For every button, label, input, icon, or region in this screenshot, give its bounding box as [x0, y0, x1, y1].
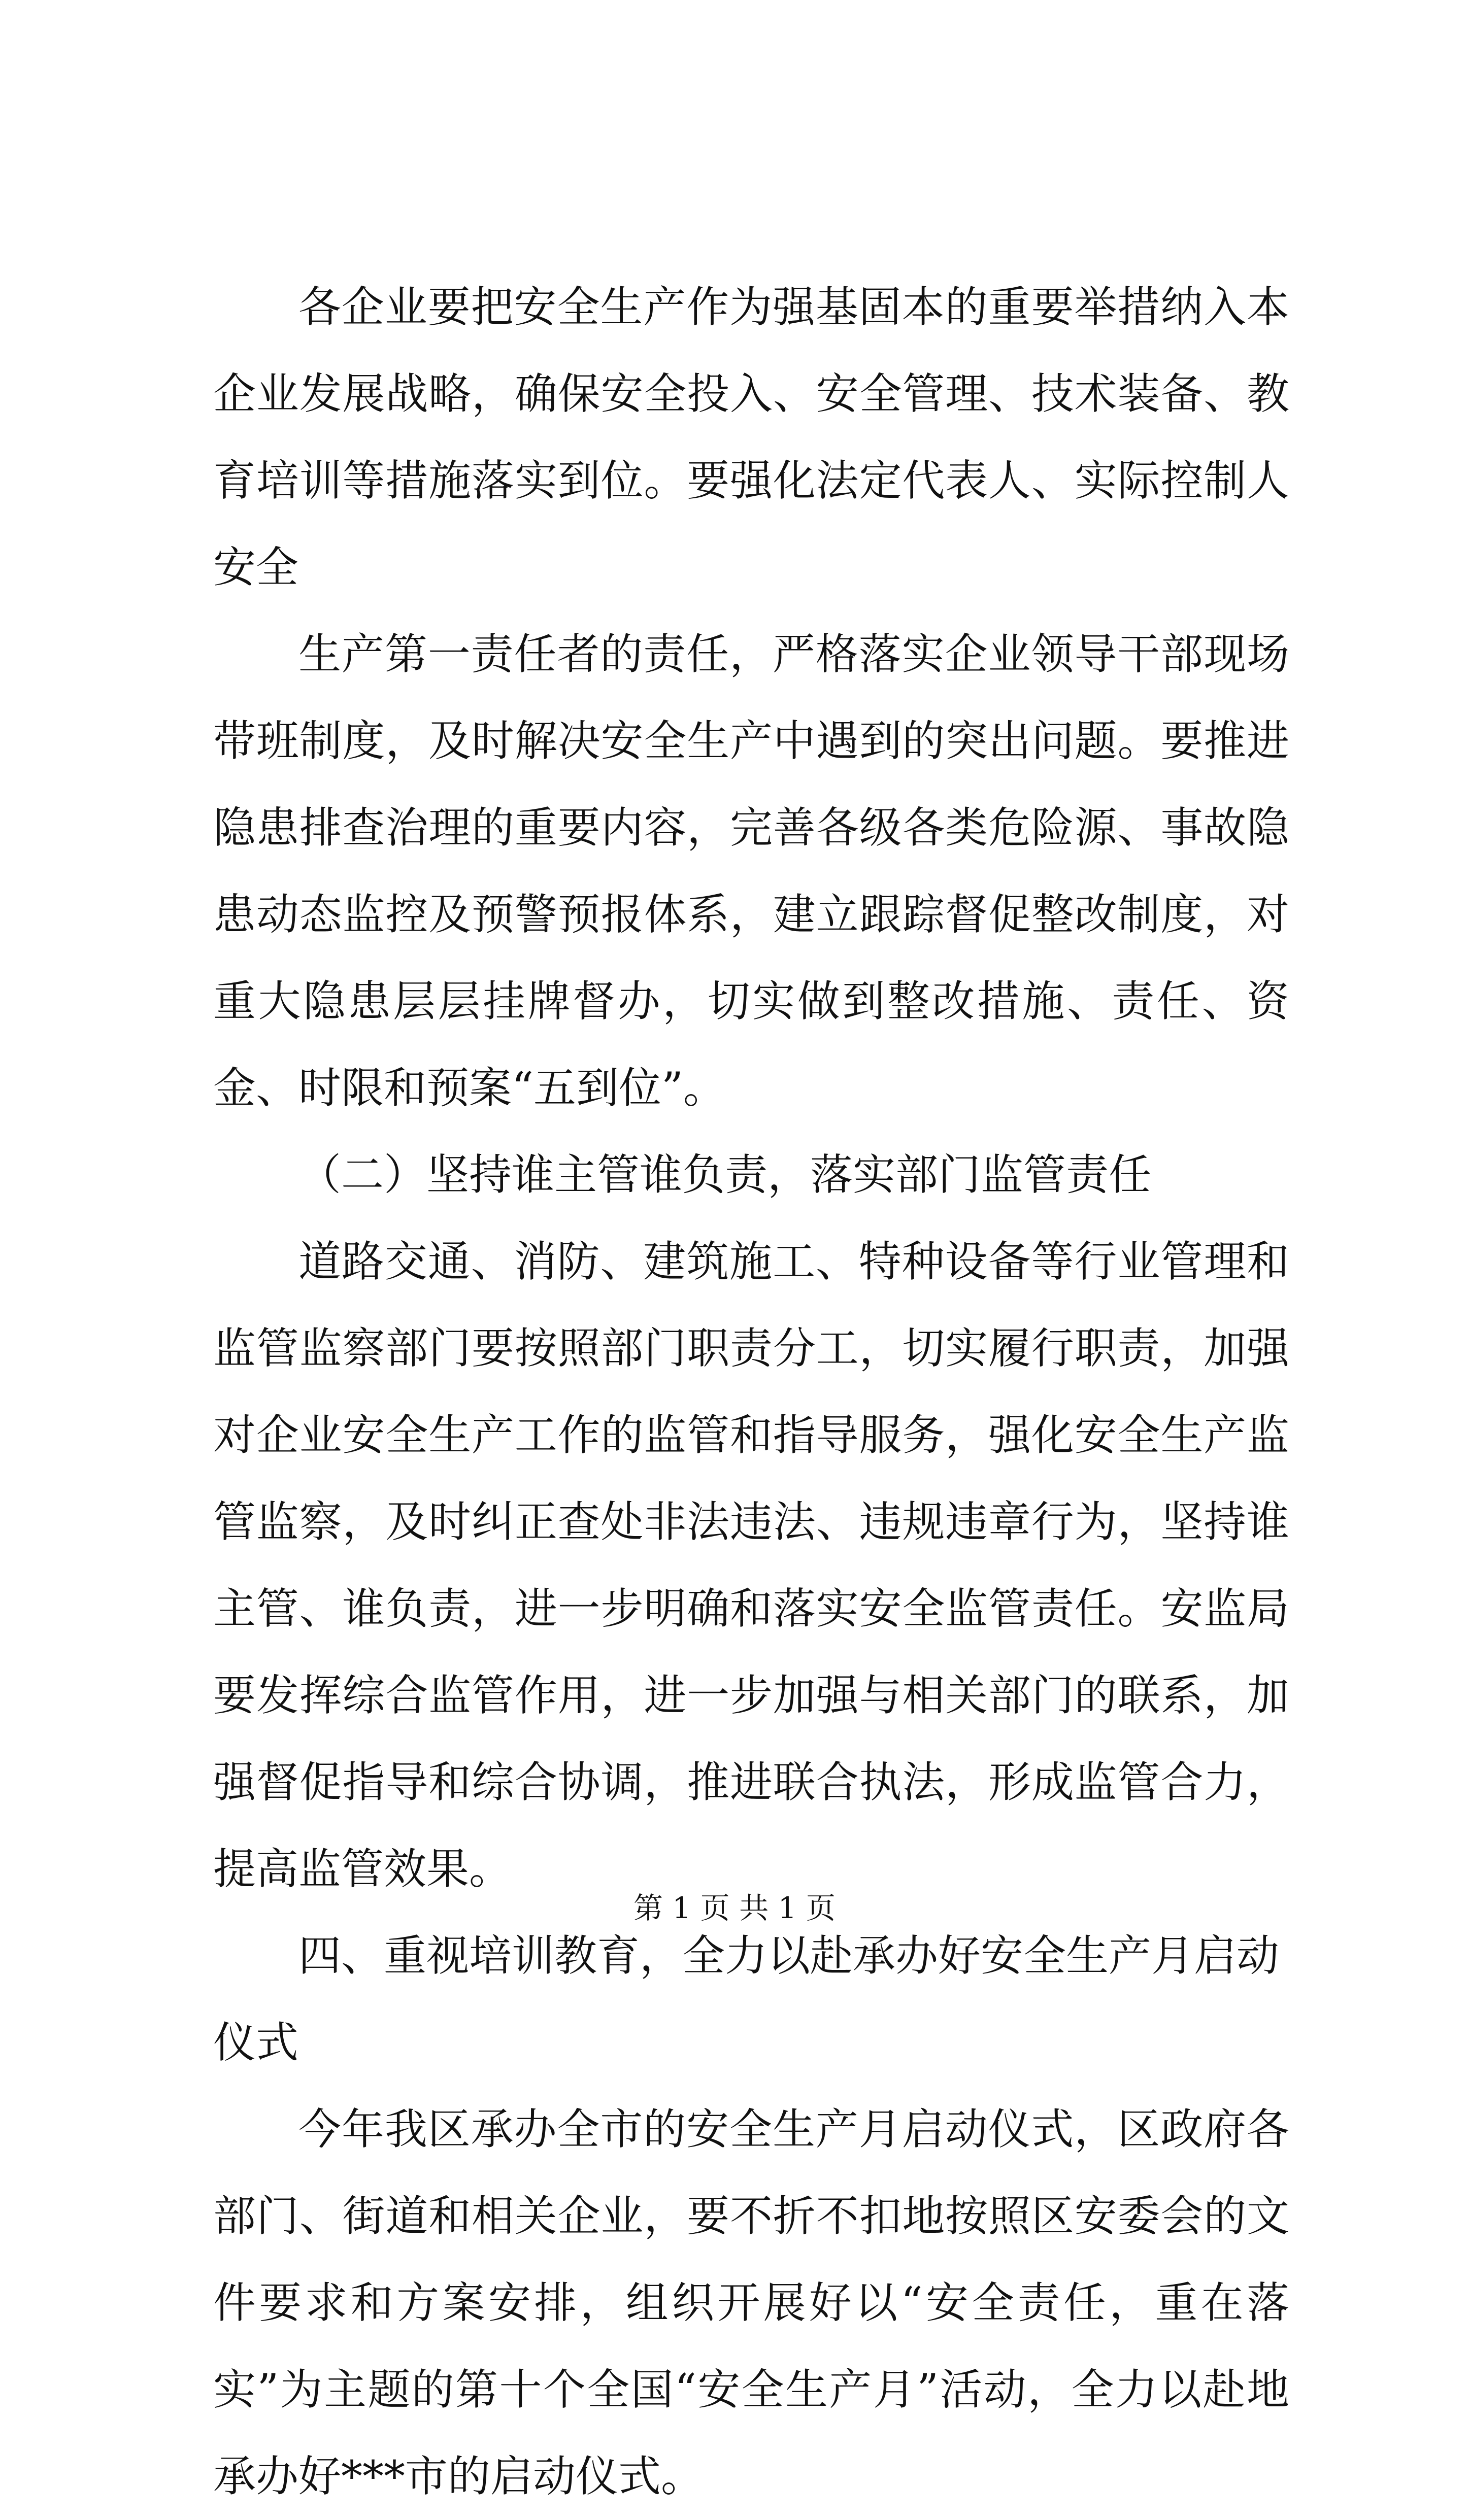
page-footer: 第 1 页 共 1 页: [633, 1891, 836, 1925]
paragraph-first-responsible-person: 生产第一责任者的责任，严格落实企业领导干部现场带班制度，及时解决安全生产中遇到的突出问题。要推进隐患排查治理的重要内容，完善各级各类危险源、事故隐患动态监控及预警预报体系，建立跟踪督促整改制度，对重大隐患层层挂牌督办，切实做到整改措施、责任、资金、时限和预案“五到位”。: [213, 629, 1289, 1113]
paragraph-enterprise-responsibility: 各企业要把安全生产作为强基固本的重要举措纳入本企业发展战略，确保安全投入、安全管理、技术装备、教育培训等措施落实到位。要强化法定代表人、实际控制人安全: [213, 282, 1289, 592]
section-heading-department-supervision: （二）坚持谁主管谁负责，落实部门监管责任: [298, 1150, 1152, 1200]
paragraph-safety-month-ceremony: 今年我区承办全市的安全生产月启动仪式，区政府各部门、街道和相关企业，要不折不扣地按照区安委会的文件要求和方案安排，组织开展好以“安全责任，重在落实”为主题的第十个全国“安全生产月”活动，全力以赴地承办好***市的启动仪式。: [213, 2104, 1289, 2501]
section-heading-training-education: 四、重视培训教育，全力以赴承办好安全生产月启动仪式: [213, 1931, 1280, 2067]
paragraph-department-supervision: 道路交通、消防、建筑施工、特种设备等行业管理和监管监察部门要按照部门职责分工，切实履行职责，加强对企业安全生产工作的监管和指导服务，强化安全生产监管监察，及时纠正查处非法违法、违规违章行为，坚持谁主管、谁负责，进一步明确和落实安全监管责任。安监局要发挥综合监管作用，进一步加强与相关部门的联系，加强督促指导和综合协调，推进联合执法，形成监管合力，提高监管效果。: [213, 1237, 1289, 1894]
document-body: [213, 264, 1289, 2520]
